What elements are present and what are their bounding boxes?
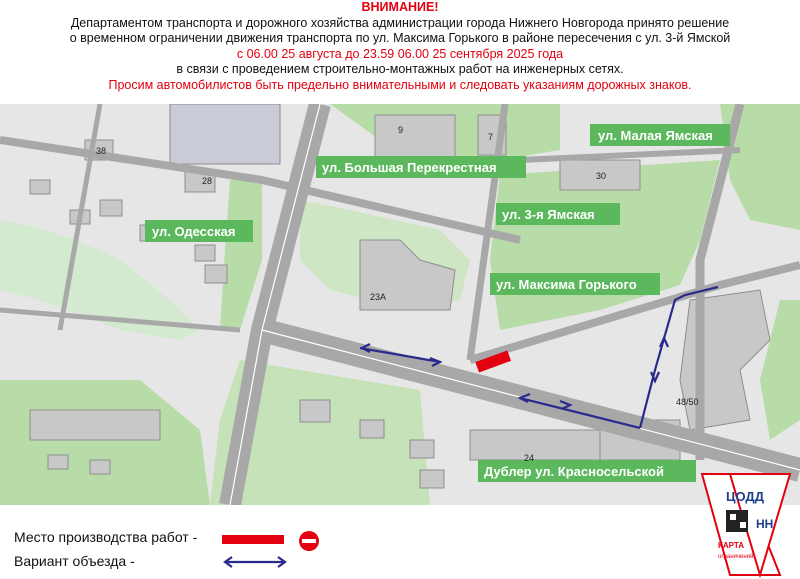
map[interactable] bbox=[0, 104, 800, 505]
building-number: 9 bbox=[398, 125, 404, 135]
label-malaya-yamskaya: ул. Малая Ямская bbox=[598, 128, 713, 143]
building-number: 48/50 bbox=[676, 397, 699, 407]
svg-text:ЦОДД: ЦОДД bbox=[726, 489, 764, 504]
building-number: 24 bbox=[524, 453, 535, 463]
notice-line2: о временном ограничении движения транспорта по ул. Максима Горького в районе пересечения с ул. 3-й Ямской bbox=[69, 31, 731, 46]
building-number: 38 bbox=[96, 146, 107, 156]
notice-line4: в связи с проведением строительно-монтажных работ на инженерных сетях. bbox=[176, 62, 624, 77]
building-number: 30 bbox=[596, 171, 607, 181]
legend-detour-arrow bbox=[222, 555, 288, 569]
svg-text:НН: НН bbox=[756, 517, 774, 531]
label-odesskaya: ул. Одесская bbox=[152, 224, 236, 239]
notice-dates: с 06.00 25 августа до 23.59 06.00 25 сентября 2025 года bbox=[236, 46, 564, 61]
building-number: 28 bbox=[202, 176, 213, 186]
svg-text:ограничений: ограничений bbox=[718, 554, 754, 560]
label-maksima-gorkogo: ул. Максима Горького bbox=[496, 277, 637, 292]
legend-worksite-swatch bbox=[222, 535, 284, 544]
notice-line1: Департаментом транспорта и дорожного хозяйства администрации города Нижнего Новгорода принято решение bbox=[70, 15, 730, 30]
label-bolshaya-perekrestnaya: ул. Большая Перекрестная bbox=[322, 160, 497, 175]
legend-detour-label: Вариант объезда - bbox=[14, 553, 135, 569]
notice-block bbox=[0, 0, 800, 104]
building-number: 23А bbox=[370, 292, 387, 302]
label-tretya-yamskaya: ул. 3-я Ямская bbox=[502, 207, 595, 222]
legend-worksite-label: Место производства работ - bbox=[14, 529, 198, 545]
no-entry-icon bbox=[298, 530, 320, 552]
map-canvas bbox=[0, 104, 800, 505]
tsodd-logo bbox=[690, 470, 800, 579]
legend bbox=[0, 505, 800, 579]
building-number: 7 bbox=[488, 132, 494, 142]
notice-title: ВНИМАНИЕ! bbox=[361, 0, 439, 14]
notice-warning: Просим автомобилистов быть предельно внимательными и следовать указаниям дорожных знаков. bbox=[108, 77, 692, 92]
label-dubler-krasnoselskoy: Дублер ул. Красносельской bbox=[484, 464, 664, 479]
svg-text:КАРТА: КАРТА bbox=[718, 541, 745, 550]
